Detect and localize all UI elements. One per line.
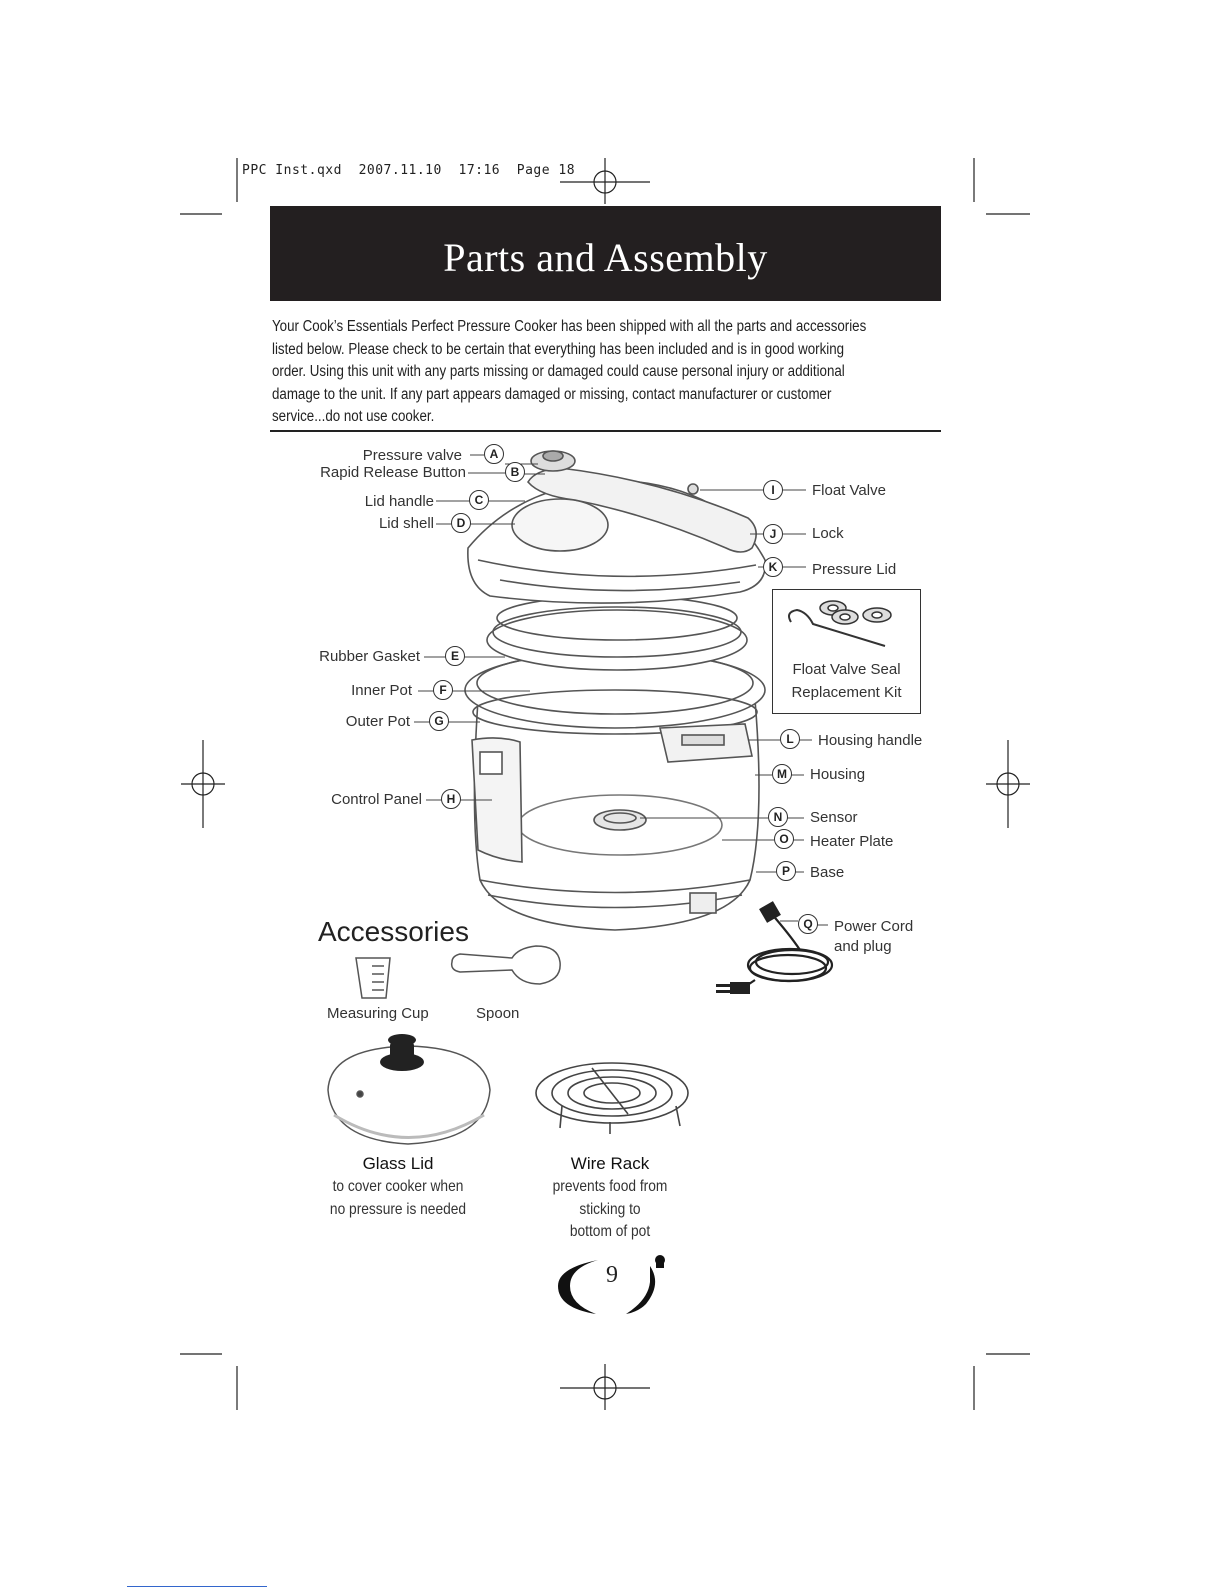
label-sensor: Sensor [810, 809, 858, 826]
label-outer-pot: Outer Pot [345, 713, 410, 730]
wire-rack-description [524, 1176, 696, 1244]
intro-line: listed below. Please check to be certain that everything has been included and is in good working [272, 340, 845, 358]
wire-rack-icon [536, 1063, 688, 1134]
accessories-heading: Accessories [318, 916, 469, 947]
callout-n: N [768, 807, 788, 827]
callout-k: K [763, 557, 783, 577]
label-power-cord-line: Power Cord [834, 918, 914, 935]
callout-f: F [433, 680, 453, 700]
callout-i: I [763, 480, 783, 500]
label-lid-handle: Lid handle [364, 493, 434, 510]
callout-b: B [505, 462, 525, 482]
spoon-caption: Spoon [476, 1005, 520, 1022]
wire-rack-desc-line: bottom of pot [569, 1223, 651, 1240]
intro-line: service...do not use cooker. [272, 408, 435, 425]
wire-rack-desc-line: sticking to [579, 1200, 641, 1218]
label-pressure-valve: Pressure valve [362, 447, 462, 464]
intro-line: order. Using this unit with any parts missing or damaged could cause personal injury or additional [272, 363, 845, 380]
callout-a: A [484, 444, 504, 464]
measuring-cup-caption: Measuring Cup [327, 1005, 429, 1022]
label-control-panel: Control Panel [331, 791, 422, 808]
glass-lid-desc-line: no pressure is needed [329, 1200, 467, 1218]
label-rapid-release-button: Rapid Release Button [320, 464, 466, 481]
kit-label-line: Float Valve Seal [792, 661, 901, 678]
callout-m: M [772, 764, 792, 784]
label-power-cord-line: and plug [834, 938, 892, 955]
glass-lid-title: Glass Lid [362, 1154, 434, 1173]
callout-j: J [763, 524, 783, 544]
wire-rack-desc-line: prevents food from [552, 1178, 668, 1195]
measuring-cup-icon [356, 958, 390, 998]
spoon-icon [452, 946, 561, 984]
print-slug: PPC Inst.qxd 2007.11.10 17:16 Page 18 [242, 163, 576, 178]
callout-d: D [451, 513, 471, 533]
wire-rack-title: Wire Rack [570, 1154, 650, 1173]
label-rubber-gasket: Rubber Gasket [319, 648, 420, 665]
label-pressure-lid: Pressure Lid [812, 561, 897, 578]
label-housing: Housing [810, 766, 866, 783]
label-base: Base [810, 864, 845, 881]
label-heater-plate: Heater Plate [810, 833, 894, 850]
label-housing-handle: Housing handle [818, 732, 923, 749]
callout-o: O [774, 829, 794, 849]
label-lid-shell: Lid shell [378, 515, 434, 532]
label-lock: Lock [812, 525, 844, 542]
label-inner-pot: Inner Pot [351, 682, 412, 699]
callout-l: L [780, 729, 800, 749]
intro-line: damage to the unit. If any part appears damaged or missing, contact manufacturer or customer [272, 385, 832, 403]
page-title: Parts and Assembly [443, 235, 768, 280]
glass-lid-description [312, 1176, 484, 1221]
callout-p: P [776, 861, 796, 881]
callout-e: E [445, 646, 465, 666]
page-number: 9 [606, 1262, 618, 1288]
callout-q: Q [798, 914, 818, 934]
glass-lid-desc-line: to cover cooker when [332, 1178, 464, 1195]
label-float-valve: Float Valve [812, 482, 886, 499]
kit-label-line: Replacement Kit [791, 684, 902, 701]
intro-line: Your Cook’s Essentials Perfect Pressure Cooker has been shipped with all the parts and accessories [272, 318, 867, 335]
callout-g: G [429, 711, 449, 731]
callout-c: C [469, 490, 489, 510]
callout-h: H [441, 789, 461, 809]
